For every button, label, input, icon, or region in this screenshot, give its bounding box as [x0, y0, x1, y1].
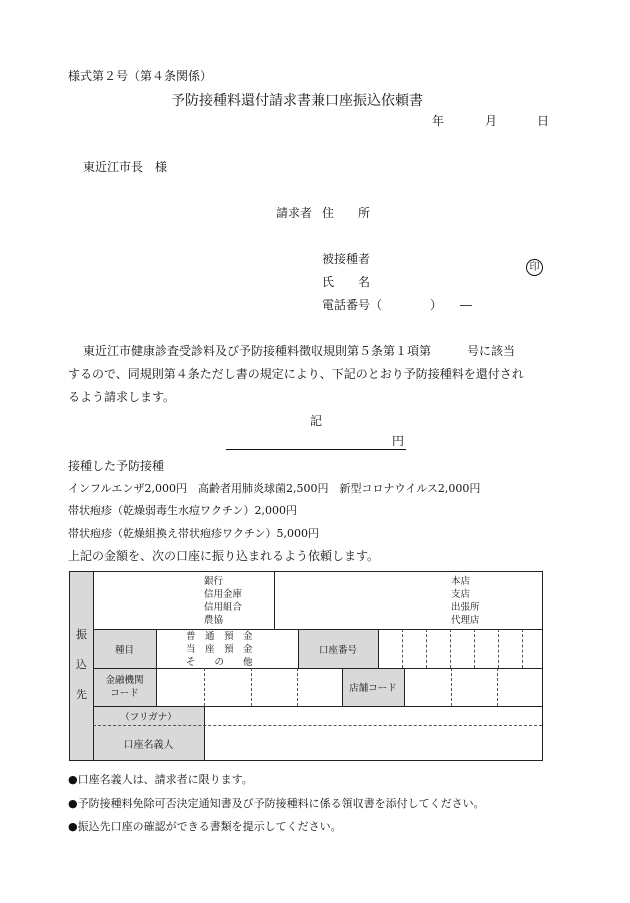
furigana-label: （フリガナ） — [120, 711, 177, 723]
type-label: 種目 — [114, 644, 134, 656]
yen-label: 円 — [392, 434, 405, 448]
digit-sep — [498, 629, 499, 668]
document-title: 予防接種料還付請求書兼口座振込依頼書 — [171, 93, 423, 109]
code-sep — [451, 668, 452, 706]
patient-label: 被接種者 — [322, 252, 371, 266]
digit-sep — [426, 629, 427, 668]
digit-sep — [402, 629, 403, 668]
holder-divider — [204, 706, 205, 760]
bank-transfer-table — [69, 571, 543, 761]
date-year-label: 年 — [432, 114, 445, 128]
request-line: 上記の金額を、次の口座に振り込まれるよう依頼します。 — [68, 549, 380, 563]
code-sep — [204, 668, 205, 706]
name-label: 氏 名 — [322, 275, 371, 289]
col-line-308 — [378, 629, 379, 668]
holder-label: 口座名義人 — [123, 739, 174, 751]
account-number-label: 口座番号 — [318, 644, 357, 656]
seal-mark: 印 — [526, 259, 543, 276]
amount-line — [226, 449, 406, 450]
account-type-list: 普 通 預 金 当 座 預 金 そ の 他 — [186, 631, 253, 668]
digit-sep — [522, 629, 523, 668]
date-day-label: 日 — [537, 114, 550, 128]
date-month-label: 月 — [485, 114, 498, 128]
digit-sep — [450, 629, 451, 668]
col-line-86 — [156, 629, 157, 706]
vaccine-row-3: 帯状疱疹（乾燥組換え帯状疱疹ワクチン）5,000円 — [68, 527, 319, 540]
address-label: 住 所 — [322, 206, 371, 220]
note-1: ●口座名義人は、請求者に限ります。 — [68, 773, 253, 786]
ki-heading: 記 — [310, 414, 323, 428]
institution-code-label: 金融機関 コード — [105, 675, 144, 699]
side-label: 振 込 先 — [76, 628, 87, 701]
note-3: ●振込先口座の確認ができる書類を提示してください。 — [68, 820, 342, 833]
body-line-3: るよう請求します。 — [68, 390, 176, 404]
code-sep — [297, 668, 298, 706]
row-line-2 — [93, 668, 542, 669]
branch-type-list: 本店 支店 出張所 代理店 — [451, 576, 480, 626]
phone-label: 電話番号（ ） ― — [322, 298, 473, 312]
col-line-334 — [404, 668, 405, 706]
bank-type-list: 銀行 信用金庫 信用組合 農協 — [204, 576, 243, 626]
vaccine-heading: 接種した予防接種 — [68, 459, 165, 473]
body-line-1: 東近江市健康診査受診料及び予防接種料徴収規則第５条第１項第 号に該当 — [83, 344, 516, 358]
claimant-label: 請求者 — [276, 206, 313, 220]
form-number: 様式第２号（第４条関係） — [68, 69, 213, 83]
vaccine-row-2: 帯状疱疹（乾燥弱毒生水痘ワクチン）2,000円 — [68, 504, 297, 517]
branch-code-label: 店舗コード — [349, 683, 397, 694]
addressee: 東近江市長 様 — [83, 160, 168, 174]
body-line-2: するので、同規則第４条ただし書の規定により、下記のとおり予防接種料を還付され — [68, 367, 524, 381]
bank-branch-divider — [274, 572, 275, 629]
digit-sep — [474, 629, 475, 668]
vaccine-row-1: インフルエンザ2,000円 高齢者用肺炎球菌2,500円 新型コロナウイルス2,000円 — [68, 482, 481, 495]
note-2: ●予防接種料免除可否決定通知書及び予防接種料に係る領収書を添付してください。 — [68, 797, 485, 810]
code-sep — [497, 668, 498, 706]
code-sep — [251, 668, 252, 706]
